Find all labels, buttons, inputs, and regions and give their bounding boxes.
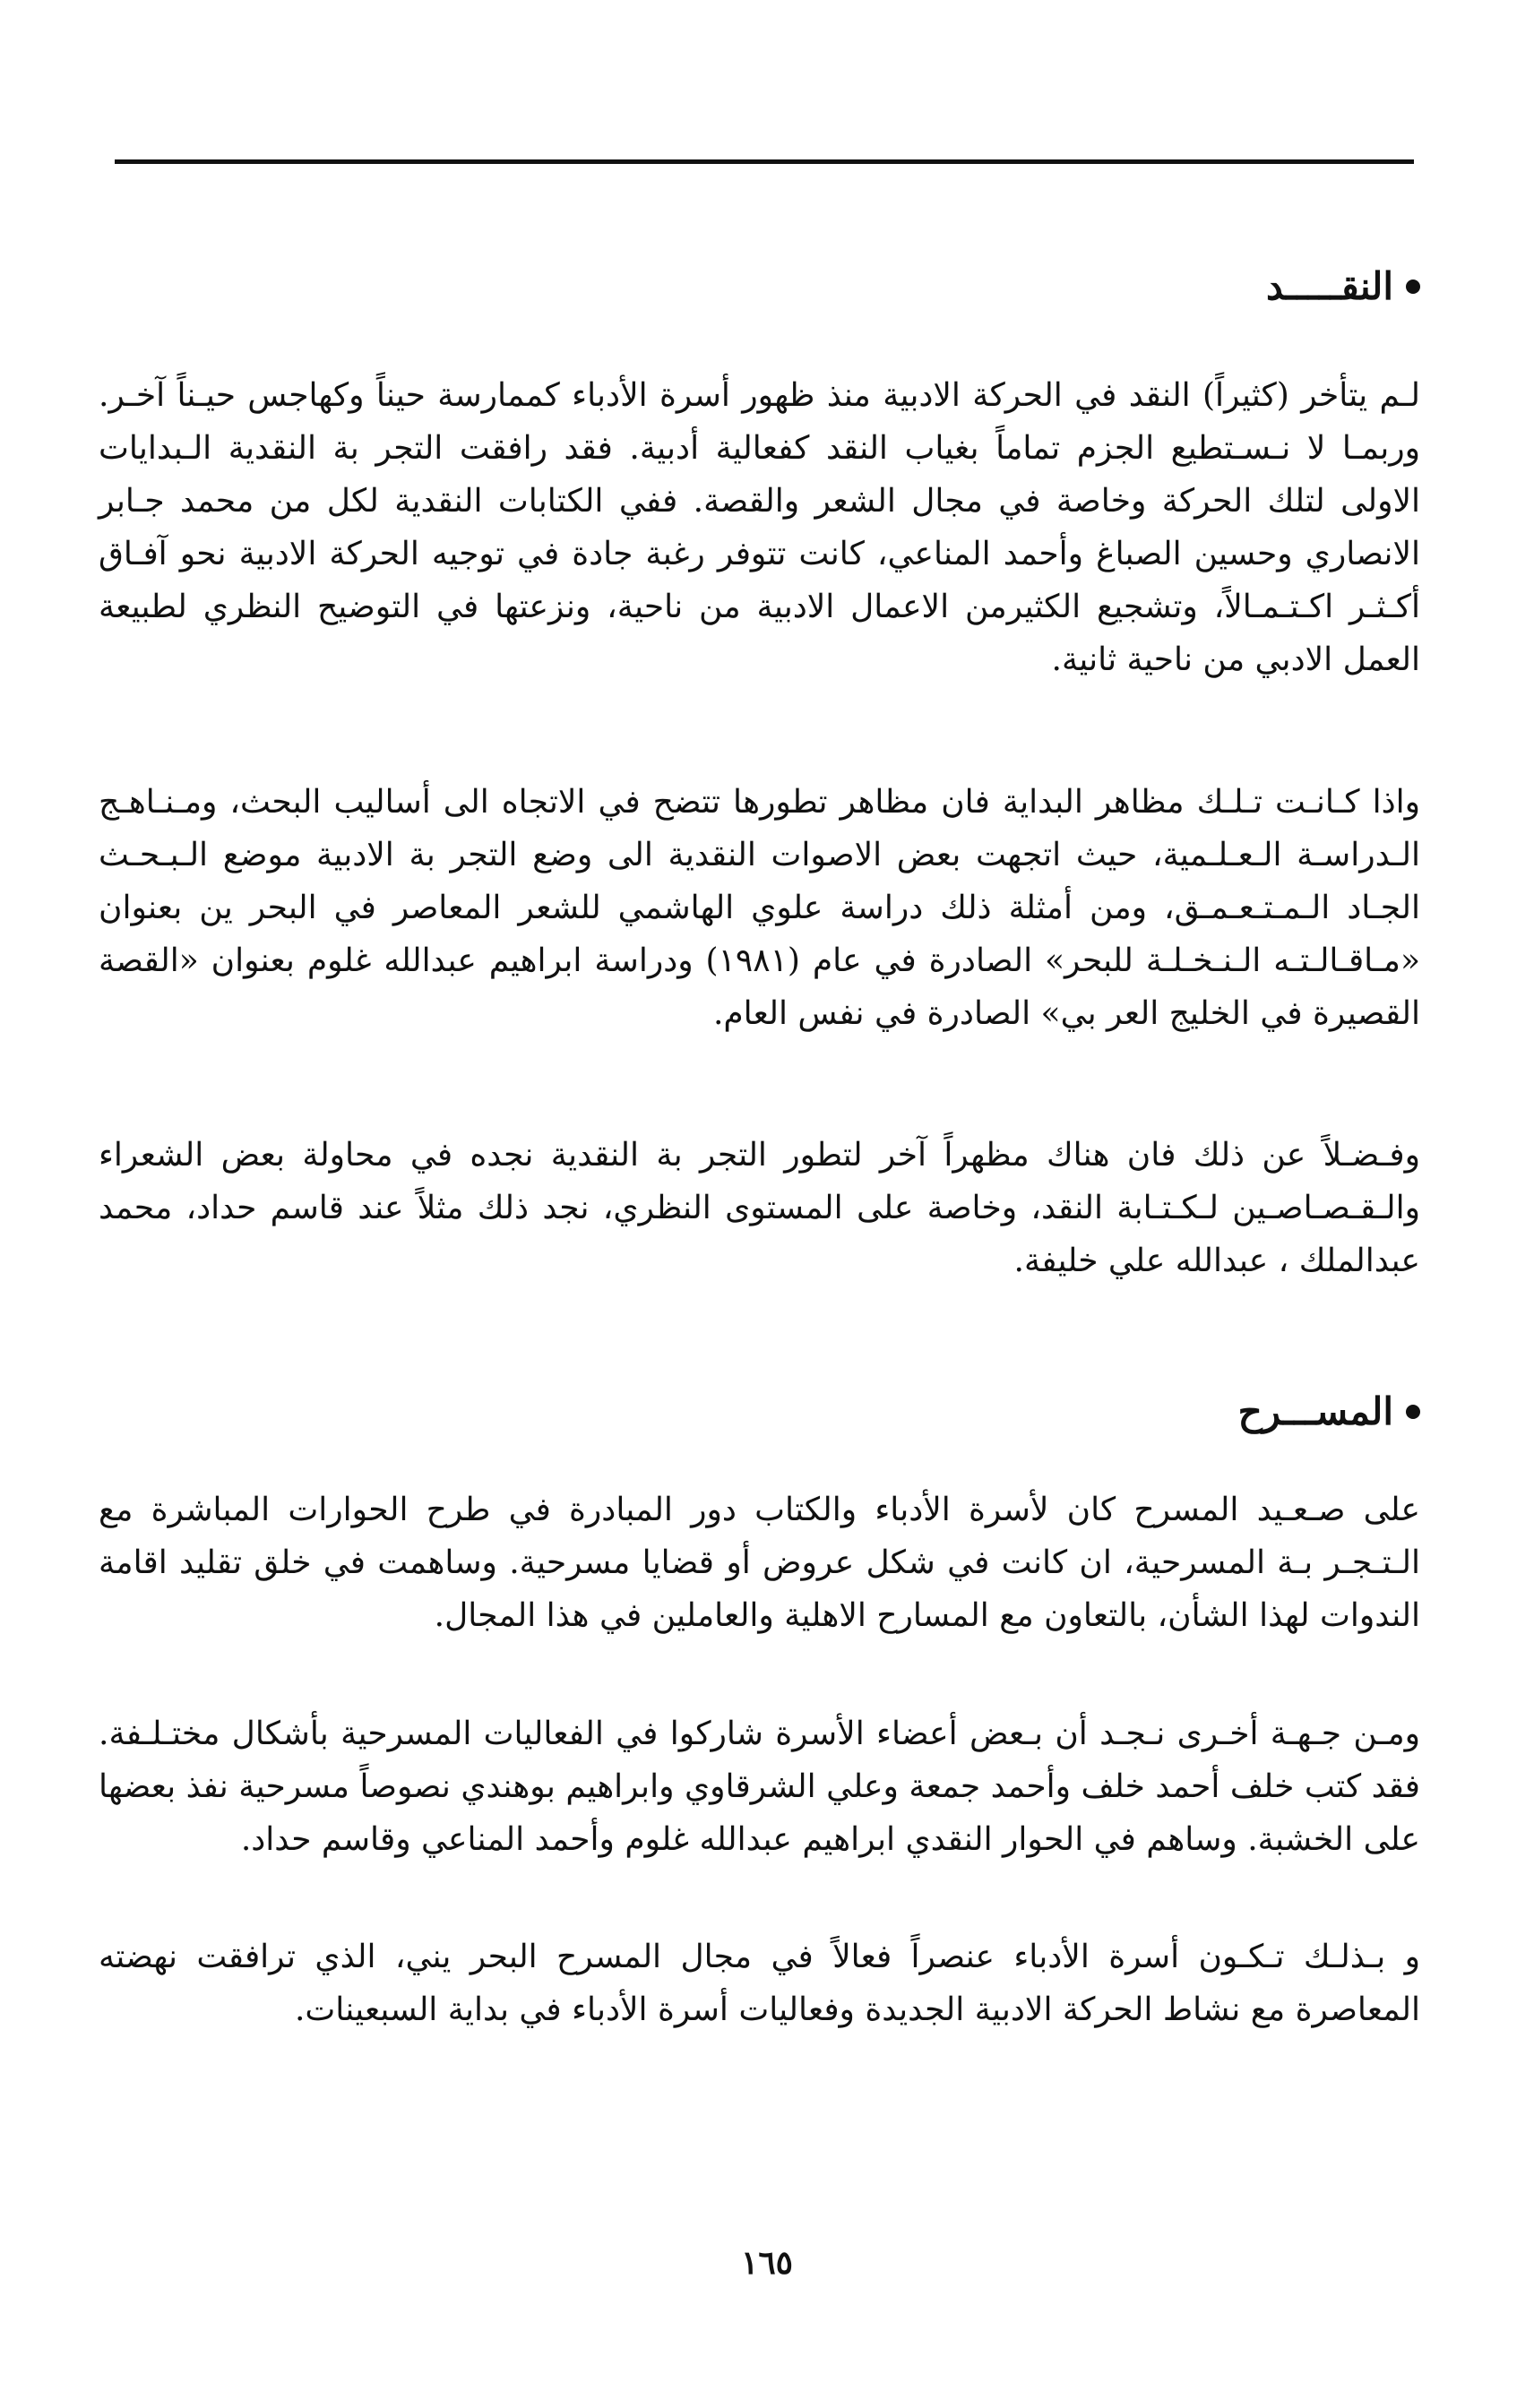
paragraph-theatre-1: على صـعـيد المسرح كان لأسرة الأدباء والكتاب دور المبادرة في طرح الحوارات المباشرة مع الـتـجـر بـة المسرحية، ان كانت في شكل عروض أو قضايا مسرحية. وساهمت في خلق تقليد اقامة الندوات لهذا الشأن، بالتعاون مع المسارح الاهلية والعاملين في هذا المجال. — [99, 1492, 1420, 1634]
section-heading-text: المســـرح — [1237, 1389, 1393, 1433]
bullet-icon — [1406, 1405, 1420, 1419]
paragraph-criticism-1: لـم يتأخر (كثيراً) النقد في الحركة الادبية منذ ظهور أسرة الأدباء كممارسة حيناً وكهاجس حيـناً آخـر. وربمـا لا نـسـتطيع الجزم تماماً بغياب النقد كفعالية أدبية. فقد رافقت التجر بة النقدية الـبدايات الاولى لتلك الحركة وخاصة في مجال الشعر والقصة. ففي الكتابات النقدية لكل من محمد جـابر الانصاري وحسين الصباغ وأحمد المناعي، كانت تتوفر رغبة جادة في توجيه الحركة الادبية نحو آفـاق أكـثـر اكـتـمـالاً، وتشجيع الكثيرمن الاعمال الادبية من ناحية، ونزعتها في التوضيح النظري لطبيعة العمل الادبي من ناحية ثانية. — [99, 377, 1421, 678]
section-heading-criticism — [99, 260, 1420, 314]
bullet-icon — [1406, 280, 1420, 294]
paragraph-theatre-3: و بـذلـك تـكـون أسرة الأدباء عنصراً فعالاً في مجال المسرح البحر يني، الذي ترافقت نهضته المعاصرة مع نشاط الحركة الادبية الجديدة وفعاليات أسرة الأدباء في بداية السبعينات. — [99, 1939, 1420, 2028]
page-number: ١٦٥ — [740, 2244, 793, 2282]
top-rule — [115, 159, 1414, 164]
paragraph-theatre-2: ومـن جـهـة أخـرى نـجـد أن بـعض أعضاء الأسرة شاركوا في الفعاليات المسرحية بأشكال مختـلـفة. فقد كتب خلف أحمد خلف وأحمد جمعة وعلي الشرقاوي وابراهيم بوهندي نصوصاً مسرحية نفذ بعضها على الخشبة. وساهم في الحوار النقدي ابراهيم عبدالله غلوم وأحمد المناعي وقاسم حداد. — [99, 1716, 1420, 1858]
paragraph-criticism-2: واذا كـانـت تـلـك مظاهر البداية فان مظاهر تطورها تتضح في الاتجاه الى أساليب البحث، ومـنـاهـج الـدراسـة الـعـلـمية، حيث اتجهت بعض الاصوات النقدية الى وضع التجر بة الادبية موضع الـبـحـث الجـاد الـمـتـعـمـق، ومن أمثلة ذلك دراسة علوي الهاشمي للشعر المعاصر في البحر ين بعنوان «مـاقـالـتـه الـنـخـلـة للبحر» الصادرة في عام (١٩٨١) ودراسة ابراهيم عبدالله غلوم بعنوان «القصة القصيرة في الخليج العر بي» الصادرة في نفس العام. — [99, 784, 1420, 1032]
section-heading-theatre — [99, 1385, 1420, 1439]
paragraph-criticism-3: وفـضـلاً عن ذلك فان هناك مظهراً آخر لتطور التجر بة النقدية نجده في محاولة بعض الشعراء والـقـصـاصـين لـكـتـابة النقد، وخاصة على المستوى النظري، نجد ذلك مثلاً عند قاسم حداد، محمد عبدالملك ، عبدالله علي خليفة. — [99, 1137, 1420, 1279]
section-heading-text: النقـــــد — [1266, 264, 1393, 308]
